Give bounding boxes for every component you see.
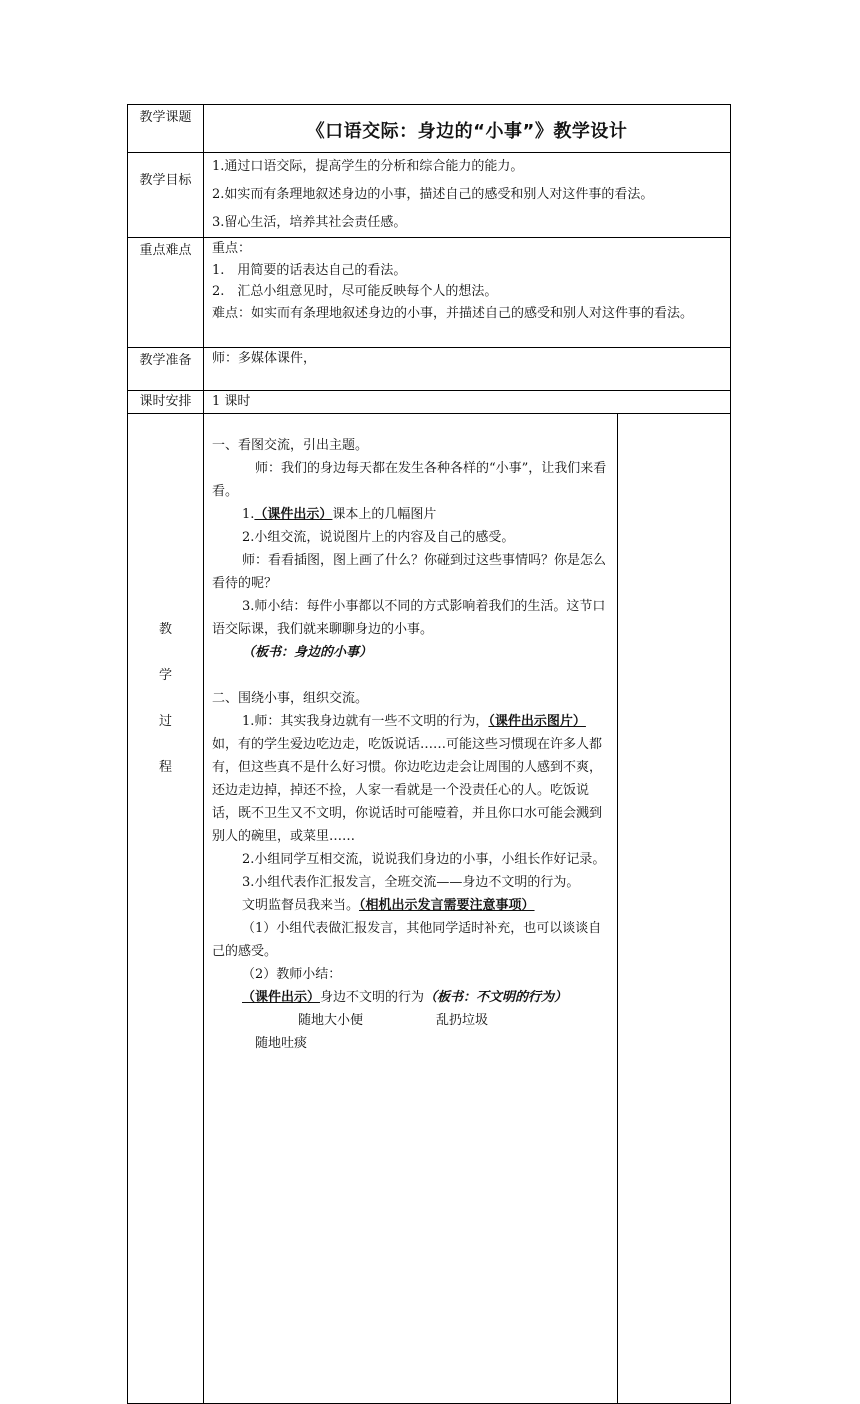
paragraph: （1）小组代表做汇报发言，其他同学适时补充，也可以谈谈自己的感受。	[212, 921, 602, 959]
paragraph: 3.师小结：每件小事都以不同的方式影响着我们的生活。这节口语交际课，我们就来聊聊身边的小事。	[212, 599, 606, 637]
behavior-list	[212, 1009, 611, 1055]
text: 文明监督员我来当。	[242, 898, 360, 913]
keypoint-line: 重点：	[212, 241, 252, 256]
keypoint-line: 1. 用简要的话表达自己的看法。	[212, 262, 407, 278]
paragraph	[212, 986, 611, 1009]
keypoints-label: 重点难点	[128, 238, 204, 348]
spacer	[212, 664, 611, 687]
process-label-char: 过	[158, 714, 172, 729]
keypoint-line: 2. 汇总小组意见时，尽可能反映每个人的想法。	[212, 284, 498, 299]
goal-item: 2.如实而有条理地叙述身边的小事，描述自己的感受和别人对这件事的看法。	[212, 187, 654, 202]
process-label	[128, 414, 203, 791]
paragraph: 3.小组代表作汇报发言，全班交流——身边不文明的行为。	[242, 875, 580, 890]
behavior-item: 乱扔垃圾	[436, 1013, 489, 1028]
topic-label: 教学课题	[128, 105, 204, 153]
process-label-char: 程	[158, 760, 172, 775]
goal-item: 3.留心生活，培养其社会责任感。	[212, 215, 407, 230]
process-label-char: 学	[158, 668, 172, 683]
text: 如，有的学生爱边吃边走，吃饭说话……可能这些习惯现在许多人都有，但这些真不是什么好习惯。你边吃边走会让周围的人感到不爽，还边走边掉，掉还不捡，人家一看就是一个没责任心的人。吃饭说话，既不卫生又不文明，你说话时可能噎着，并且你口水可能会溅到别人的碗里，或菜里……	[212, 737, 603, 844]
keypoint-line: 难点：如实而有条理地叙述身边的小事，并描述自己的感受和别人对这件事的看法。	[212, 305, 694, 321]
paragraph: 2.小组交流，说说图片上的内容及自己的感受。	[242, 530, 515, 545]
paragraph	[212, 894, 611, 917]
schedule-label: 课时安排	[128, 391, 204, 414]
schedule-value: 1 课时	[212, 394, 251, 409]
title-cell	[204, 105, 731, 153]
behavior-item: 随地吐痰	[255, 1036, 308, 1051]
preparation-cell	[204, 348, 731, 391]
process-label-cell	[128, 414, 204, 1404]
goal-item: 1.通过口语交际，提高学生的分析和综合能力的能力。	[212, 159, 524, 174]
process-body	[204, 414, 617, 1055]
text: 课本上的几幅图片	[332, 507, 437, 522]
keypoints-cell	[204, 238, 731, 348]
paragraph: 师：我们的身边每天都在发生各种各样的“小事”，让我们来看看。	[212, 461, 607, 499]
courseware-note: （课件出示图片）	[488, 714, 586, 729]
courseware-note: （课件出示）	[254, 507, 333, 522]
paragraph: 师：看看插图，图上画了什么？你碰到过这些事情吗？你是怎么看待的呢？	[212, 553, 607, 591]
board-note: （板书：身边的小事）	[242, 645, 373, 660]
behavior-item: 随地大小便	[298, 1013, 364, 1028]
paragraph	[212, 503, 611, 526]
keypoints-row	[128, 238, 731, 348]
process-body-cell	[204, 414, 618, 1404]
preparation-row	[128, 348, 731, 391]
lesson-plan-table	[127, 104, 731, 1404]
page-title: 《口语交际：身边的“小事”》教学设计	[306, 121, 628, 142]
text: 1.	[242, 507, 255, 522]
process-row	[128, 414, 731, 1404]
courseware-note: （课件出示）	[242, 990, 321, 1005]
goals-cell	[204, 153, 731, 238]
goals-row	[128, 153, 731, 238]
process-label-char: 教	[158, 622, 172, 637]
board-note: （板书：不文明的行为）	[424, 990, 568, 1005]
process-notes-cell	[618, 414, 731, 1404]
section-heading: 二、围绕小事，组织交流。	[212, 691, 369, 706]
goals-label: 教学目标	[128, 153, 204, 238]
preparation-value: 师：多媒体课件，	[212, 351, 317, 366]
title-row	[128, 105, 731, 153]
paragraph: （2）教师小结：	[242, 967, 342, 982]
text: 1.师：其实我身边就有一些不文明的行为，	[242, 714, 489, 729]
courseware-note: （相机出示发言需要注意事项）	[359, 898, 535, 913]
text: 身边不文明的行为	[320, 990, 425, 1005]
paragraph: 2.小组同学互相交流，说说我们身边的小事，小组长作好记录。	[242, 852, 606, 867]
paragraph	[212, 710, 611, 848]
preparation-label: 教学准备	[128, 348, 204, 391]
schedule-row	[128, 391, 731, 414]
section-heading: 一、看图交流，引出主题。	[212, 438, 369, 453]
schedule-cell	[204, 391, 731, 414]
